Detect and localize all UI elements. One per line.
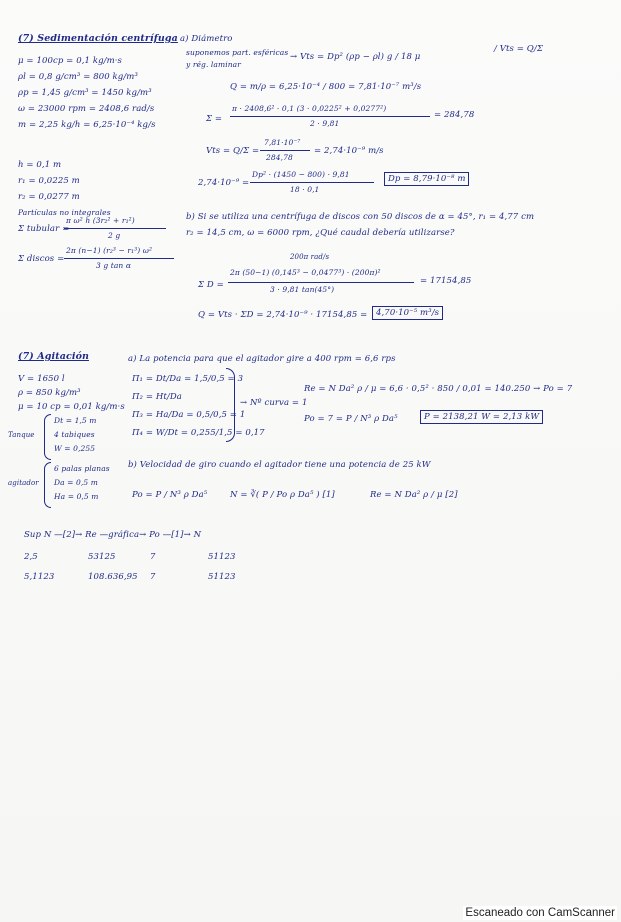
sigma-result: = 284,78 [434,110,475,120]
iteration-cell: 7 [150,552,156,562]
fraction-bar [228,282,414,283]
iteration-cell: 2,5 [24,552,38,562]
sigma-discs-lhs: Σ D = [198,280,224,290]
flow-rate-result-box: 4,70·10⁻⁵ m³/s [372,306,443,320]
vts-numerator: 7,81·10⁻⁷ [264,138,301,147]
sigma-discs-calc-denominator: 3 · 9,81 tan(45°) [270,285,335,294]
tank-line: 4 tabiques [54,430,95,439]
brace [44,462,51,508]
part-b-statement: b) Si se utiliza una centrífuga de discos con 50 discos de α = 45°, r₁ = 4,77 cm [186,212,535,222]
vts-definition: / Vts = Q/Σ [494,44,543,54]
power-number-eq: Po = 7 = P / N³ ρ Da⁵ [304,414,398,424]
given-line: μ = 100cp = 0,1 kg/m·s [18,56,123,66]
dimension-line: r₂ = 0,0277 m [18,192,80,202]
diameter-denominator: 18 · 0,1 [290,185,320,194]
diameter-result-box: Dp = 8,79·10⁻⁸ m [384,172,469,186]
vts-denominator: 284,78 [266,153,293,162]
diameter-numerator: Dp² · (1450 − 800) · 9,81 [252,170,350,179]
given-line: ρl = 0,8 g/cm³ = 800 kg/m³ [18,72,138,82]
dimensionless-group: Π₄ = W/Dt = 0,255/1,5 = 0,17 [132,428,265,438]
sigma-discs-label: Σ discos = [18,254,65,264]
flow-rate-result-line: Q = Vts · ΣD = 2,74·10⁻⁹ · 17154,85 = [198,310,368,320]
section-title-sedimentation: (7) Sedimentación centrífuga [18,33,178,44]
given-line: m = 2,25 kg/h = 6,25·10⁻⁴ kg/s [18,120,156,130]
sigma-tubular-denominator: 2 g [108,231,121,240]
brace [226,368,235,442]
iteration-cell: 7 [150,572,156,582]
brace [44,414,51,460]
sigma-discs-result: = 17154,85 [420,276,472,286]
note-particles: Partículas no integrales [18,208,111,217]
fraction-bar [250,182,374,183]
flow-rate-calc: Q = m/ρ = 6,25·10⁻⁴ / 800 = 7,81·10⁻⁷ m³/s [230,82,422,92]
tank-line: Dt = 1,5 m [54,416,97,425]
iteration-cell: 5,1123 [24,572,55,582]
agitation-part-b-title: b) Velocidad de giro cuando el agitador tiene una potencia de 25 kW [128,460,431,470]
sigma-lhs: Σ = [206,114,223,124]
reynolds-equation: Re = N Da² ρ / μ [2] [370,490,458,500]
agitation-part-a-title: a) La potencia para que el agitador gire a 400 rpm = 6,6 rps [128,354,396,364]
power-number-eq-b: Po = P / N³ ρ Da⁵ [132,490,208,500]
camscanner-watermark: Escaneado con CamScanner [465,907,615,919]
sigma-tubular-numerator: π ω² h (3r₂² + r₁²) [66,216,135,225]
given-line: ρ = 850 kg/m³ [18,388,81,398]
dimensionless-group: Π₂ = Ht/Da [132,392,182,402]
fraction-bar [260,150,310,151]
agitator-label: agitador [8,479,39,487]
part-b-statement: r₂ = 14,5 cm, ω = 6000 rpm, ¿Qué caudal debería utilizarse? [186,228,455,238]
tank-line: W = 0,255 [54,444,96,453]
vts-result: = 2,74·10⁻⁹ m/s [314,146,384,156]
speed-equation: N = ∛( P / Po ρ Da⁵ ) [1] [230,490,335,500]
tank-label: Tanque [8,431,35,439]
diameter-lhs: 2,74·10⁻⁹ = [198,178,250,188]
dimensionless-group: Π₁ = Dt/Da = 1,5/0,5 = 3 [132,374,244,384]
sigma-tubular-label: Σ tubular = [18,224,70,234]
section-title-agitation: (7) Agitación [18,351,90,362]
sigma-discs-calc-numerator: 2π (50−1) (0,145³ − 0,0477³) · (200π)² [230,268,381,277]
dimension-line: r₁ = 0,0225 m [18,176,80,186]
agitator-line: 6 palas planas [54,464,110,473]
sigma-discs-numerator: 2π (n−1) (r₂³ − r₁³) ω² [66,246,153,255]
iteration-cell: 51123 [208,552,236,562]
dimension-line: h = 0,1 m [18,160,62,170]
reynolds-calc: Re = N Da² ρ / μ = 6,6 · 0,5² · 850 / 0,01 = 140.250 → Po = 7 [304,384,573,394]
iteration-cell: 51123 [208,572,236,582]
fraction-bar [64,228,166,229]
iteration-cell: 53125 [88,552,116,562]
sigma-denominator: 2 · 9,81 [310,119,340,128]
agitator-line: Da = 0,5 m [54,478,98,487]
vts-lhs: Vts = Q/Σ = [206,146,260,156]
assumption-line: y rég. laminar [186,60,241,69]
agitator-line: Ha = 0,5 m [54,492,99,501]
fraction-bar [64,258,174,259]
given-line: V = 1650 l [18,374,65,384]
iteration-cell: 108.636,95 [88,572,138,582]
part-a-title: a) Diámetro [180,34,233,44]
given-line: ρp = 1,45 g/cm³ = 1450 kg/m³ [18,88,152,98]
sigma-discs-denominator: 3 g tan α [96,261,132,270]
power-result-box: P = 2138,21 W = 2,13 kW [420,410,543,424]
dimensionless-group: Π₃ = Ha/Da = 0,5/0,5 = 1 [132,410,246,420]
omega-conversion: 200π rad/s [290,253,330,261]
stokes-equation: → Vts = Dp² (ρp − ρl) g / 18 μ [290,52,421,62]
given-line: μ = 10 cp = 0,01 kg/m·s [18,402,125,412]
fraction-bar [230,116,430,117]
given-line: ω = 23000 rpm = 2408,6 rad/s [18,104,155,114]
sigma-numerator: π · 2408,6² · 0,1 (3 · 0,0225² + 0,0277²) [232,104,387,113]
curve-number: → Nº curva = 1 [240,398,308,408]
assumption-line: suponemos part. esféricas [186,48,289,57]
iteration-header: Sup N —[2]→ Re —gráfica→ Po —[1]→ N [24,530,202,540]
